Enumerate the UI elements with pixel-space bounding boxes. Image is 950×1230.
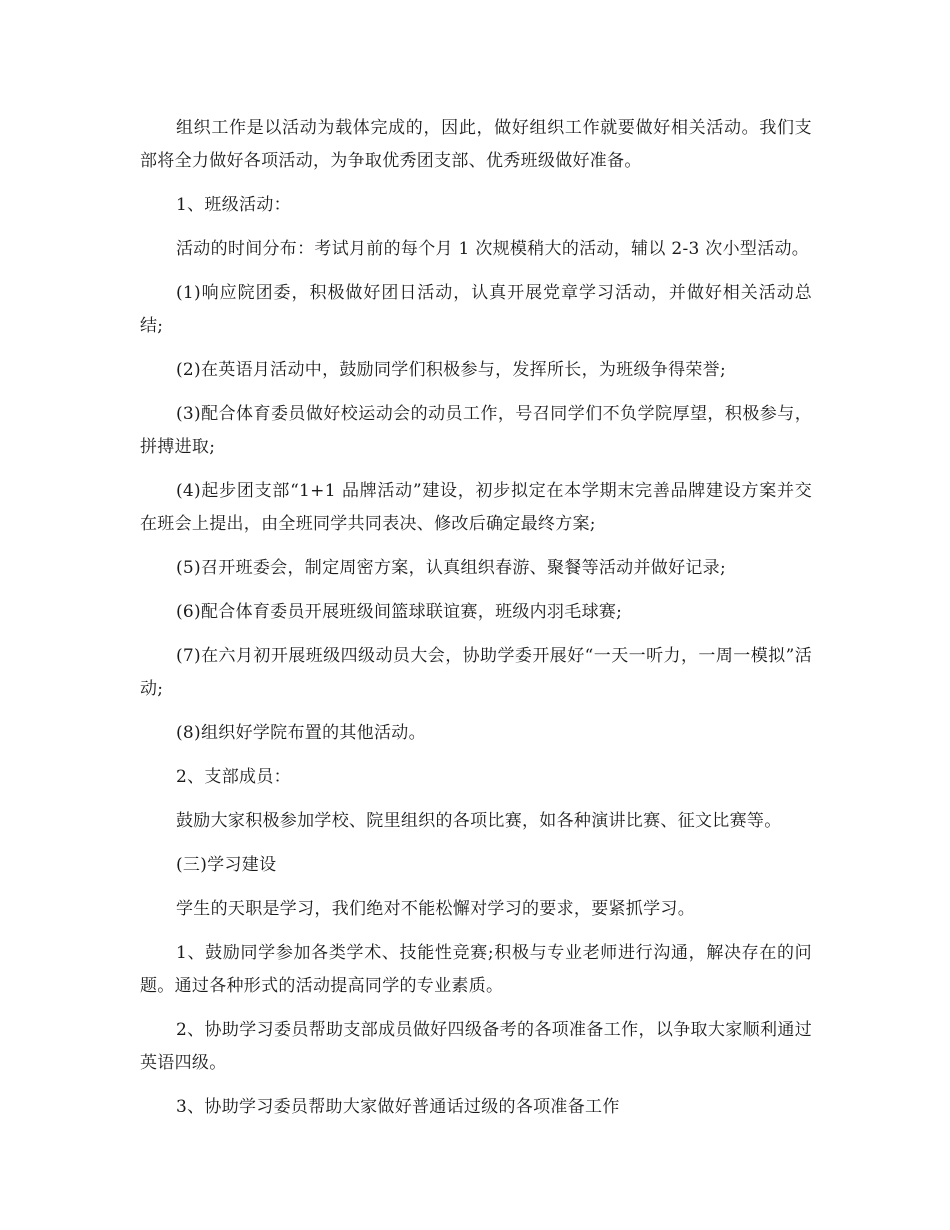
list-item-2: (2)在英语月活动中，鼓励同学们积极参与，发挥所长，为班级争得荣誉; — [176, 360, 727, 380]
heading-study-building: (三)学习建设 — [176, 855, 277, 875]
heading-branch-members: 2、支部成员： — [176, 767, 291, 787]
list-item-1: (1)响应院团委，积极做好团日活动，认真开展党章学习活动，并做好相关活动总结; — [140, 283, 812, 336]
study-item-1: 1、鼓励同学参加各类学术、技能性竞赛;积极与专业老师进行沟通，解决存在的问题。通过各种形式的活动提高同学的专业素质。 — [140, 943, 812, 996]
paragraph-activity-schedule: 活动的时间分布：考试月前的每个月 1 次规模稍大的活动，辅以 2-3 次小型活动。 — [176, 239, 810, 259]
paragraph-intro: 组织工作是以活动为载体完成的，因此，做好组织工作就要做好相关活动。我们支部将全力做好各项活动，为争取优秀团支部、优秀班级做好准备。 — [140, 118, 812, 171]
list-item-7: (7)在六月初开展班级四级动员大会，协助学委开展好“一天一听力，一周一模拟”活动; — [140, 646, 812, 699]
paragraph-study-duty: 学生的天职是学习，我们绝对不能松懈对学习的要求，要紧抓学习。 — [176, 899, 695, 919]
paragraph-competitions: 鼓励大家积极参加学校、院里组织的各项比赛，如各种演讲比赛、征文比赛等。 — [176, 811, 782, 831]
list-item-8: (8)组织好学院布置的其他活动。 — [176, 723, 426, 743]
heading-class-activities: 1、班级活动： — [176, 195, 291, 215]
document-page — [140, 112, 812, 1135]
list-item-5: (5)召开班委会，制定周密方案，认真组织春游、聚餐等活动并做好记录; — [176, 558, 727, 578]
study-item-3: 3、协助学习委员帮助大家做好普通话过级的各项准备工作 — [176, 1097, 620, 1117]
study-item-2: 2、协助学习委员帮助支部成员做好四级备考的各项准备工作，以争取大家顺利通过英语四级。 — [140, 1020, 812, 1073]
list-item-6: (6)配合体育委员开展班级间篮球联谊赛，班级内羽毛球赛; — [176, 602, 623, 622]
list-item-3: (3)配合体育委员做好校运动会的动员工作，号召同学们不负学院厚望，积极参与，拼搏进取; — [140, 404, 812, 457]
list-item-4: (4)起步团支部“1+1 品牌活动”建设，初步拟定在本学期末完善品牌建设方案并交在班会上提出，由全班同学共同表决、修改后确定最终方案; — [140, 481, 812, 534]
